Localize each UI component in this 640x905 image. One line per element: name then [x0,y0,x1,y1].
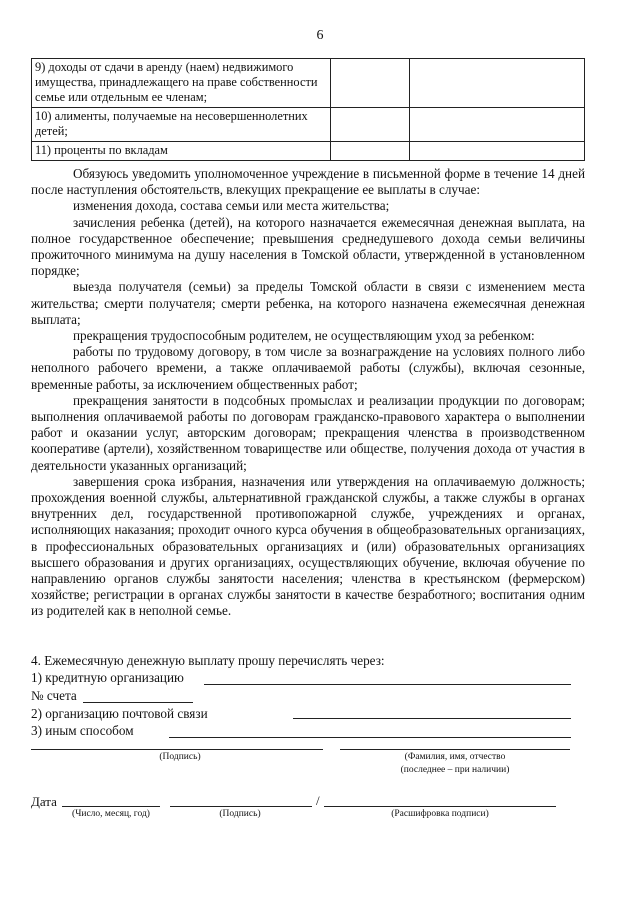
table-cell-empty[interactable] [331,108,410,142]
date-caption: (Число, месяц, год) [72,809,150,819]
table-cell-label: 9) доходы от сдачи в аренду (наем) недвижимого имущества, принадлежащего на праве собственности семье или отдельным ее членам; [32,59,331,108]
table-cell-label: 11) проценты по вкладам [32,142,331,161]
option-credit-org-label: 1) кредитную организацию [31,670,184,685]
signature-decode-field[interactable] [324,806,556,807]
income-table [31,58,585,161]
account-label: № счета [31,688,77,703]
date-field[interactable] [62,806,160,807]
paragraph: работы по трудовому договору, в том числе за вознаграждение на условиях полного либо неполного рабочего времени, а также оплачиваемой работы (службы), включая сезонные, временные работы, за исключением общественных работ; [31,344,585,392]
table-cell-empty[interactable] [410,108,585,142]
signature-caption-2: (Подпись) [219,809,261,819]
table-row [32,108,585,142]
paragraph: Обязуюсь уведомить уполномоченное учреждение в письменной форме в течение 14 дней после наступления обстоятельств, влекущих прекращение ее выплаты в случае: [31,166,585,198]
option-post-label: 2) организацию почтовой связи [31,706,208,721]
post-org-field[interactable] [293,718,571,719]
paragraph: зачисления ребенка (детей), на которого назначается ежемесячная денежная выплата, на полное государственное обеспечение; превышения среднедушевого дохода семьи величины прожиточного минимума на душу населения в Томской области, утвержденной в установленном порядке; [31,214,585,279]
table-cell-empty[interactable] [331,142,410,161]
paragraph: изменения дохода, состава семьи или места жительства; [73,198,390,214]
paragraph: завершения срока избрания, назначения или утверждения на оплачиваемую должность; прохождения военной службы, альтернативной гражданской службы, а также службы в органах внутренних дел, государственной противопожарной службе, учреждениях и органах, исполняющих наказания; проходит очного курса обучения в общеобразовательных организациях, в профессиональных образовательных организациях и (или) образовательных организациях высшего образования и других организациях, осуществляющих обучение, включая обучение по направлению органов службы занятости населения; членства в крестьянском (фермерском) хозяйстве; регистрации в органах службы занятости в качестве безработного; воспитания одним из родителей как в неполной семье. [31,473,585,619]
table-row [32,59,585,108]
obligation-text [31,166,585,620]
table-row [32,142,585,161]
credit-org-field[interactable] [204,684,571,685]
other-method-field[interactable] [169,737,571,738]
paragraph: прекращения трудоспособным родителем, не осуществляющим уход за ребенком: [73,328,535,344]
signature-line[interactable] [31,749,323,750]
table-cell-empty[interactable] [410,59,585,108]
full-name-caption-2: (последнее – при наличии) [400,765,510,775]
paragraph: выезда получателя (семьи) за пределы Томской области в связи с изменением места жительства; смерти получателя; смерти ребенка, на которого назначена ежемесячная денежная выплата; [31,279,585,327]
section-heading: 4. Ежемесячную денежную выплату прошу перечислять через: [31,653,385,668]
signature-decode-caption: (Расшифровка подписи) [391,809,489,819]
page-number: 6 [316,28,324,43]
slash-separator: / [316,793,320,808]
paragraph: прекращения занятости в подсобных промыслах и реализации продукции по договорам; выполнения оплачиваемой работы по договорам гражданско-правового характера о выполнении работ и оказании услуг, авторским договорам; прекращения членства в производственном кооперативе (артели), хозяйственном товариществе или обществе, получения дохода от участия в деятельности указанных организаций; [31,392,585,473]
table-cell-empty[interactable] [410,142,585,161]
full-name-caption: (Фамилия, имя, отчество [404,752,506,762]
full-name-line[interactable] [340,749,570,750]
date-label: Дата [31,794,57,809]
signature-caption: (Подпись) [159,752,201,762]
account-field[interactable] [83,702,193,703]
option-other-label: 3) иным способом [31,723,134,738]
signature-field-2[interactable] [170,806,312,807]
table-cell-label: 10) алименты, получаемые на несовершеннолетних детей; [32,108,331,142]
table-cell-empty[interactable] [331,59,410,108]
